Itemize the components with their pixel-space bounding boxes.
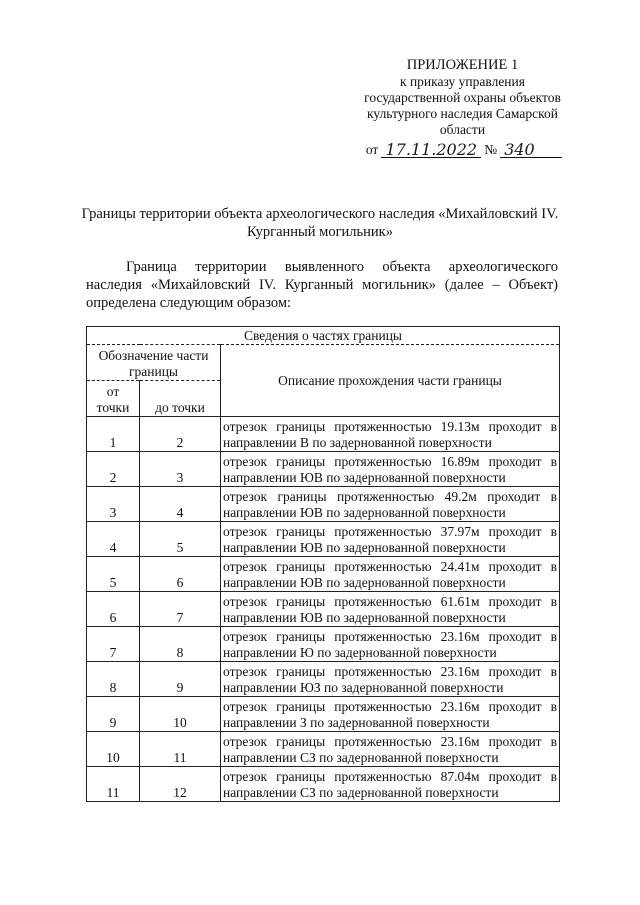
from-point: 10 — [87, 732, 140, 767]
to-point: 7 — [140, 592, 221, 627]
from-point: 6 — [87, 592, 140, 627]
table-row — [87, 452, 560, 487]
appendix-line: государственной охраны объектов — [364, 90, 561, 105]
description-header: Описание прохождения части границы — [221, 345, 560, 417]
from-point: 2 — [87, 452, 140, 487]
to-point: 5 — [140, 522, 221, 557]
from-point: 8 — [87, 662, 140, 697]
segment-description: отрезок границы протяженностью 19.13м проходит в направлении В по задернованной поверхности — [221, 417, 560, 452]
appendix-line: культурного наследия Самарской — [367, 106, 558, 121]
segment-description: отрезок границы протяженностью 23.16м проходит в направлении СЗ по задернованной поверхности — [221, 732, 560, 767]
appendix-line: области — [439, 122, 486, 137]
segment-description: отрезок границы протяженностью 23.16м проходит в направлении Ю по задернованной поверхности — [221, 627, 560, 662]
from-point: 4 — [87, 522, 140, 557]
table-row — [87, 417, 560, 452]
to-point: 8 — [140, 627, 221, 662]
table-row — [87, 697, 560, 732]
segment-description: отрезок границы протяженностью 87.04м проходит в направлении СЗ по задернованной поверхности — [221, 767, 560, 802]
to-point: 2 — [140, 417, 221, 452]
number-prefix: № — [484, 142, 498, 157]
table-row — [87, 592, 560, 627]
table-row — [87, 767, 560, 802]
to-point: 3 — [140, 452, 221, 487]
handwritten-number: 340 — [500, 142, 562, 158]
order-date-number — [355, 142, 570, 158]
to-point-header: до точки — [140, 381, 221, 417]
table-row — [87, 487, 560, 522]
from-point: 5 — [87, 557, 140, 592]
boundary-table — [86, 326, 560, 802]
segment-description: отрезок границы протяженностью 16.89м проходит в направлении ЮВ по задернованной поверхности — [221, 452, 560, 487]
table-row — [87, 557, 560, 592]
from-point-header: от точки — [87, 381, 140, 417]
from-point: 3 — [87, 487, 140, 522]
appendix-block — [355, 57, 570, 158]
appendix-heading: ПРИЛОЖЕНИЕ 1 — [406, 57, 519, 73]
segment-description: отрезок границы протяженностью 23.16м проходит в направлении ЮЗ по задернованной поверхности — [221, 662, 560, 697]
segment-description: отрезок границы протяженностью 24.41м проходит в направлении ЮВ по задернованной поверхности — [221, 557, 560, 592]
segment-description: отрезок границы протяженностью 37.97м проходит в направлении ЮВ по задернованной поверхности — [221, 522, 560, 557]
table-row — [87, 732, 560, 767]
date-prefix: от — [365, 142, 379, 157]
document-title: Границы территории объекта археологического наследия «Михайловский IV. Курганный могильник» — [81, 206, 559, 240]
handwritten-date: 17.11.2022 — [381, 142, 481, 158]
to-point: 11 — [140, 732, 221, 767]
table-row — [87, 662, 560, 697]
to-point: 10 — [140, 697, 221, 732]
intro-paragraph: Граница территории выявленного объекта археологического наследия «Михайловский IV. Курганный могильник» (далее – Объект) определена следующим образом: — [86, 259, 558, 311]
from-point: 7 — [87, 627, 140, 662]
segment-description: отрезок границы протяженностью 23.16м проходит в направлении З по задернованной поверхности — [221, 697, 560, 732]
to-point: 12 — [140, 767, 221, 802]
table-row — [87, 627, 560, 662]
designation-header: Обозначение части границы — [87, 345, 221, 381]
appendix-line: к приказу управления — [400, 74, 525, 89]
from-point: 1 — [87, 417, 140, 452]
table-row — [87, 522, 560, 557]
to-point: 4 — [140, 487, 221, 522]
segment-description: отрезок границы протяженностью 49.2м проходит в направлении ЮВ по задернованной поверхности — [221, 487, 560, 522]
segment-description: отрезок границы протяженностью 61.61м проходит в направлении ЮВ по задернованной поверхности — [221, 592, 560, 627]
to-point: 6 — [140, 557, 221, 592]
from-point: 9 — [87, 697, 140, 732]
to-point: 9 — [140, 662, 221, 697]
from-point: 11 — [87, 767, 140, 802]
table-caption: Сведения о частях границы — [87, 327, 560, 345]
